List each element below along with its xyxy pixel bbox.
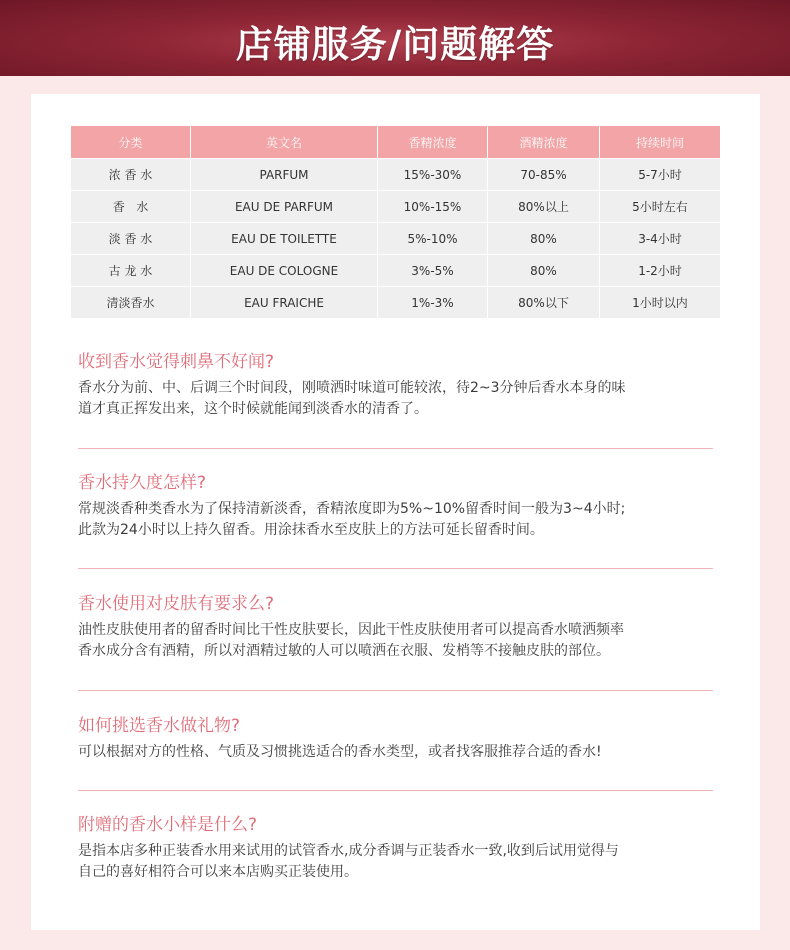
faq-item — [78, 593, 718, 662]
cell-category: 浓 香 水 — [71, 159, 191, 191]
cell-category: 古 龙 水 — [71, 255, 191, 287]
header-duration: 持续时间 — [600, 126, 721, 159]
header-essence-concentration: 香精浓度 — [378, 126, 488, 159]
table-row — [71, 255, 721, 287]
faq-item — [78, 715, 718, 763]
faq-item — [78, 472, 718, 541]
cell-alcohol: 80% — [488, 255, 600, 287]
cell-essence: 3%-5% — [378, 255, 488, 287]
page-title: 店铺服务/问题解答 — [235, 22, 555, 66]
cell-english-name: EAU DE COLOGNE — [191, 255, 378, 287]
faq-answer — [78, 499, 718, 541]
cell-essence: 15%-30% — [378, 159, 488, 191]
faq-answer-line: 是指本店多种正装香水用来试用的试管香水,成分香调与正装香水一致,收到后试用觉得与 — [78, 843, 619, 859]
table-row — [71, 159, 721, 191]
header-category: 分类 — [71, 126, 191, 159]
faq-answer-line: 可以根据对方的性格、气质及习惯挑选适合的香水类型，或者找客服推荐合适的香水! — [78, 744, 602, 760]
divider — [78, 790, 713, 791]
cell-essence: 5%-10% — [378, 223, 488, 255]
faq-question: 如何挑选香水做礼物? — [78, 716, 241, 736]
faq-answer — [78, 742, 718, 763]
faq-answer-line: 此款为24小时以上持久留香。用涂抹香水至皮肤上的方法可延长留香时间。 — [78, 522, 544, 538]
faq-question: 附赠的香水小样是什么? — [78, 815, 258, 835]
faq-answer-line: 常规淡香种类香水为了保持清新淡香，香精浓度即为5%~10%留香时间一般为3~4小时; — [78, 501, 626, 517]
table-row — [71, 223, 721, 255]
header-english-name: 英文名 — [191, 126, 378, 159]
cell-category: 淡 香 水 — [71, 223, 191, 255]
divider — [78, 568, 713, 569]
page-header — [0, 0, 790, 76]
faq-answer — [78, 841, 718, 883]
cell-duration: 3-4小时 — [600, 223, 721, 255]
faq-question: 香水使用对皮肤有要求么? — [78, 594, 275, 614]
cell-alcohol: 70-85% — [488, 159, 600, 191]
cell-essence: 10%-15% — [378, 191, 488, 223]
table-row — [71, 287, 721, 319]
faq-answer-line: 香水分为前、中、后调三个时间段，刚喷洒时味道可能较浓，待2~3分钟后香水本身的味 — [78, 380, 626, 396]
faq-answer-line: 香水成分含有酒精，所以对酒精过敏的人可以喷洒在衣服、发梢等不接触皮肤的部位。 — [78, 643, 610, 659]
faq-answer-line: 油性皮肤使用者的留香时间比干性皮肤要长，因此干性皮肤使用者可以提高香水喷洒频率 — [78, 622, 624, 638]
cell-duration: 5小时左右 — [600, 191, 721, 223]
cell-essence: 1%-3% — [378, 287, 488, 319]
divider — [78, 448, 713, 449]
faq-answer-line: 道才真正挥发出来，这个时候就能闻到淡香水的清香了。 — [78, 401, 428, 417]
content-panel — [31, 94, 760, 930]
cell-english-name: EAU FRAICHE — [191, 287, 378, 319]
table-row — [71, 191, 721, 223]
cell-duration: 1小时以内 — [600, 287, 721, 319]
cell-english-name: PARFUM — [191, 159, 378, 191]
faq-answer — [78, 620, 718, 662]
divider — [78, 690, 713, 691]
faq-question: 收到香水觉得刺鼻不好闻? — [78, 352, 275, 372]
faq-answer — [78, 378, 718, 420]
faq-item — [78, 814, 718, 883]
perfume-type-table — [70, 125, 721, 319]
table-header-row — [71, 126, 721, 159]
cell-duration: 5-7小时 — [600, 159, 721, 191]
header-alcohol-concentration: 酒精浓度 — [488, 126, 600, 159]
cell-category: 清淡香水 — [71, 287, 191, 319]
cell-category: 香 水 — [71, 191, 191, 223]
cell-english-name: EAU DE TOILETTE — [191, 223, 378, 255]
cell-english-name: EAU DE PARFUM — [191, 191, 378, 223]
faq-question: 香水持久度怎样? — [78, 473, 207, 493]
faq-answer-line: 自己的喜好相符合可以来本店购买正装使用。 — [78, 864, 358, 880]
cell-alcohol: 80%以上 — [488, 191, 600, 223]
cell-duration: 1-2小时 — [600, 255, 721, 287]
cell-alcohol: 80%以下 — [488, 287, 600, 319]
faq-item — [78, 351, 718, 420]
cell-alcohol: 80% — [488, 223, 600, 255]
